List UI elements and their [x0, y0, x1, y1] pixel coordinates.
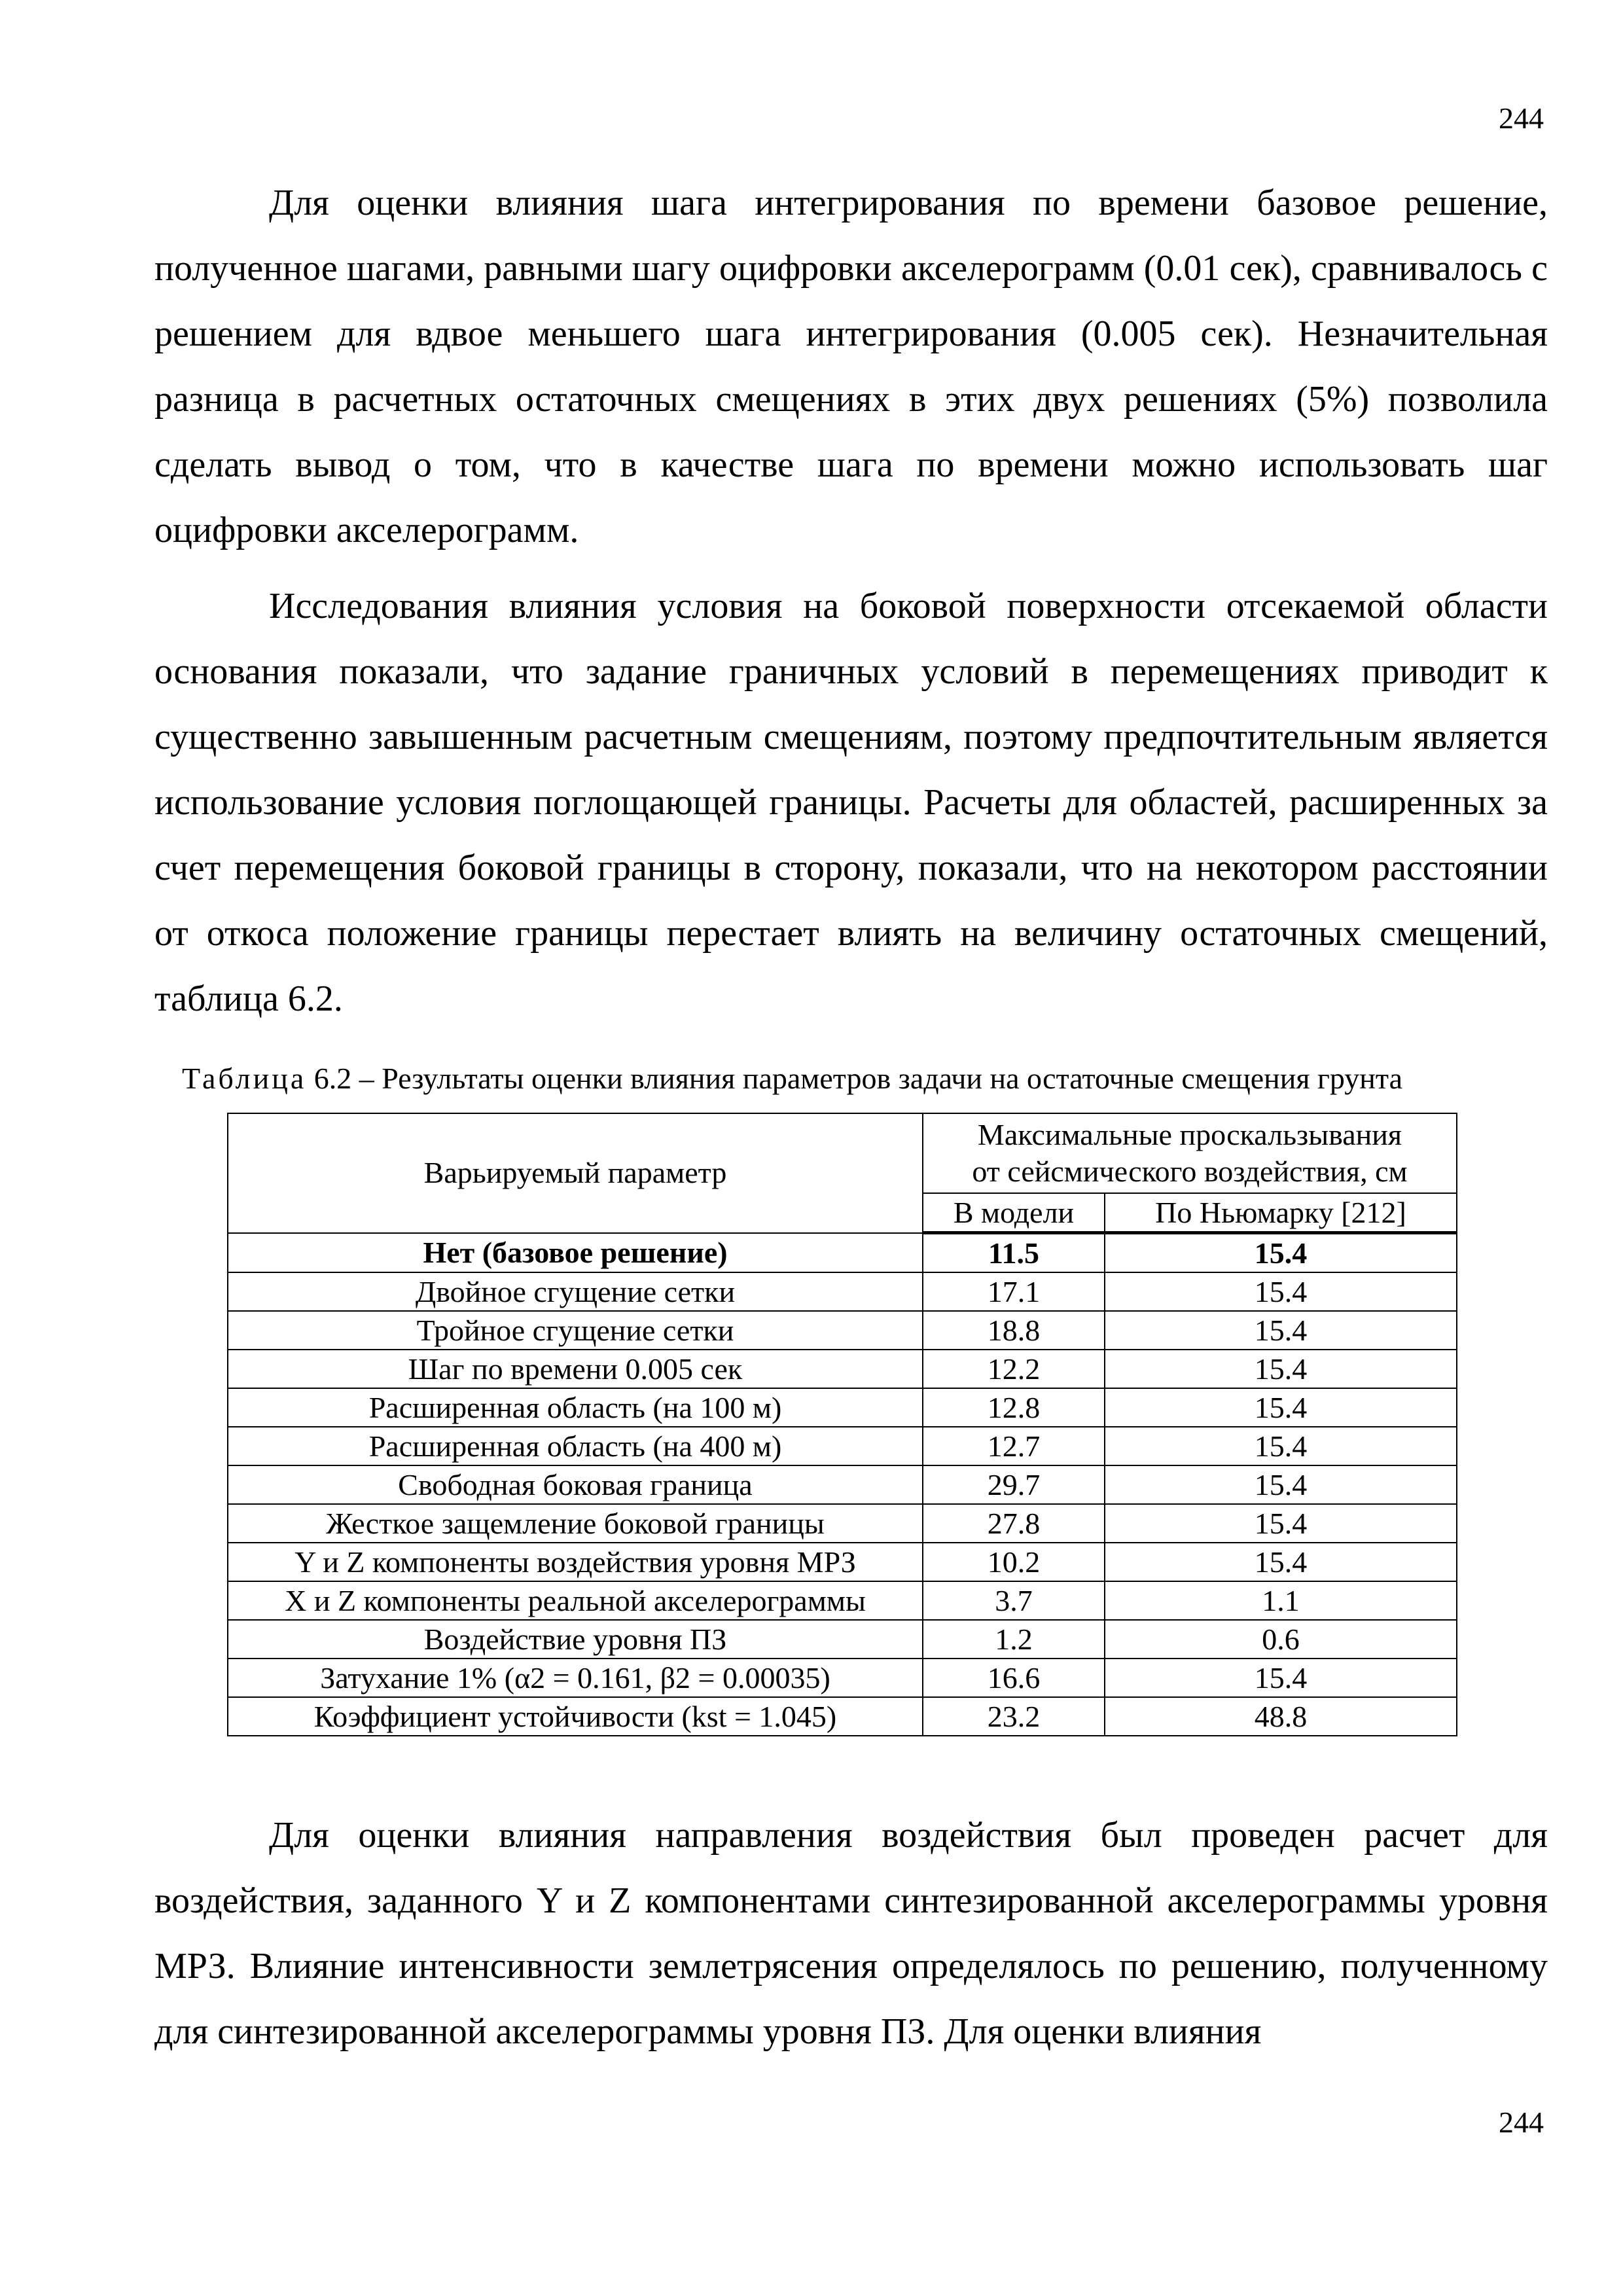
table-row: [228, 1388, 1457, 1427]
cell-model: 1.2: [923, 1620, 1105, 1659]
header-group-line1: Максимальные проскальзывания: [977, 1118, 1402, 1151]
table-row: [228, 1427, 1457, 1465]
paragraph-boundary-conditions-text: Исследования влияния условия на боковой поверхности отсекаемой области основания показали, что задание граничных условий в перемещениях приводит к существенно завышенным расчетным смещениям, поэтому предпочтительным является использование условия поглощающей границы. Расчеты для областей, расширенных за счет перемещения боковой границы в сторону, показали, что на некотором расстоянии от откоса положение границы перестает влиять на величину остаточных смещений, таблица 6.2.: [154, 586, 1548, 1019]
header-col-newmark: По Ньюмарку [212]: [1105, 1193, 1457, 1233]
cell-newmark: 15.4: [1105, 1311, 1457, 1350]
cell-newmark: 15.4: [1105, 1504, 1457, 1543]
header-group: [923, 1113, 1457, 1193]
cell-model: 27.8: [923, 1504, 1105, 1543]
table-row: [228, 1311, 1457, 1350]
cell-model: 18.8: [923, 1311, 1105, 1350]
cell-param: Тройное сгущение сетки: [228, 1311, 923, 1350]
cell-newmark: 15.4: [1105, 1427, 1457, 1465]
table-row: [228, 1620, 1457, 1659]
cell-model: 10.2: [923, 1543, 1105, 1581]
table-header-row: [228, 1113, 1457, 1193]
cell-newmark: 15.4: [1105, 1465, 1457, 1504]
table-row: [228, 1697, 1457, 1736]
cell-param: X и Z компоненты реальной акселерограммы: [228, 1581, 923, 1620]
cell-model: 11.5: [923, 1233, 1105, 1273]
cell-param: Воздействие уровня ПЗ: [228, 1620, 923, 1659]
table-row: [228, 1350, 1457, 1388]
cell-model: 23.2: [923, 1697, 1105, 1736]
cell-param: Свободная боковая граница: [228, 1465, 923, 1504]
cell-model: 29.7: [923, 1465, 1105, 1504]
table-row: [228, 1581, 1457, 1620]
cell-newmark: 48.8: [1105, 1697, 1457, 1736]
cell-param: Жесткое защемление боковой границы: [228, 1504, 923, 1543]
cell-param: Шаг по времени 0.005 сек: [228, 1350, 923, 1388]
cell-newmark: 0.6: [1105, 1620, 1457, 1659]
cell-param: Двойное сгущение сетки: [228, 1272, 923, 1311]
paragraph-direction: [154, 1803, 1548, 2064]
cell-param: Коэффициент устойчивости (kst = 1.045): [228, 1697, 923, 1736]
cell-model: 16.6: [923, 1659, 1105, 1697]
paragraph-boundary-conditions: [154, 573, 1548, 1031]
cell-model: 3.7: [923, 1581, 1105, 1620]
paragraph-time-step: [154, 170, 1548, 563]
cell-param: Нет (базовое решение): [228, 1233, 923, 1273]
cell-newmark: 15.4: [1105, 1388, 1457, 1427]
cell-newmark: 1.1: [1105, 1581, 1457, 1620]
page-number-top: 244: [1499, 101, 1544, 135]
header-group-line2: от сейсмического воздействия, см: [972, 1155, 1408, 1188]
cell-model: 12.2: [923, 1350, 1105, 1388]
cell-param: Затухание 1% (α2 = 0.161, β2 = 0.00035): [228, 1659, 923, 1697]
table-caption: [182, 1059, 1556, 1098]
paragraph-time-step-text: Для оценки влияния шага интегрирования по времени базовое решение, полученное шагами, равными шагу оцифровки акселерограмм (0.01 сек), сравнивалось с решением для вдвое меньшего шага интегрирования (0.005 сек). Незначительная разница в расчетных остаточных смещениях в этих двух решениях (5%) позволила сделать вывод о том, что в качестве шага по времени можно использовать шаг оцифровки акселерограмм.: [154, 183, 1548, 550]
paragraph-direction-text: Для оценки влияния направления воздействия был проведен расчет для воздействия, заданного Y и Z компонентами синтезированной акселерограммы уровня МРЗ. Влияние интенсивности землетрясения определялось по решению, полученному для синтезированной акселерограммы уровня ПЗ. Для оценки влияния: [154, 1815, 1548, 2052]
cell-model: 12.8: [923, 1388, 1105, 1427]
cell-param: Y и Z компоненты воздействия уровня МРЗ: [228, 1543, 923, 1581]
table-row: [228, 1465, 1457, 1504]
cell-newmark: 15.4: [1105, 1659, 1457, 1697]
cell-param: Расширенная область (на 400 м): [228, 1427, 923, 1465]
cell-model: 17.1: [923, 1272, 1105, 1311]
header-param: Варьируемый параметр: [228, 1113, 923, 1233]
cell-newmark: 15.4: [1105, 1233, 1457, 1273]
table-row: [228, 1543, 1457, 1581]
table-row: [228, 1233, 1457, 1273]
cell-param: Расширенная область (на 100 м): [228, 1388, 923, 1427]
table-row: [228, 1504, 1457, 1543]
header-col-model: В модели: [923, 1193, 1105, 1233]
table-row: [228, 1272, 1457, 1311]
cell-newmark: 15.4: [1105, 1350, 1457, 1388]
page-number-bottom: 244: [1499, 2106, 1544, 2139]
results-table: [227, 1113, 1457, 1736]
table-caption-text: 6.2 – Результаты оценки влияния параметров задачи на остаточные смещения грунта: [306, 1062, 1403, 1095]
cell-newmark: 15.4: [1105, 1272, 1457, 1311]
cell-newmark: 15.4: [1105, 1543, 1457, 1581]
table-row: [228, 1659, 1457, 1697]
table-caption-label: Таблица: [182, 1062, 307, 1095]
cell-model: 12.7: [923, 1427, 1105, 1465]
